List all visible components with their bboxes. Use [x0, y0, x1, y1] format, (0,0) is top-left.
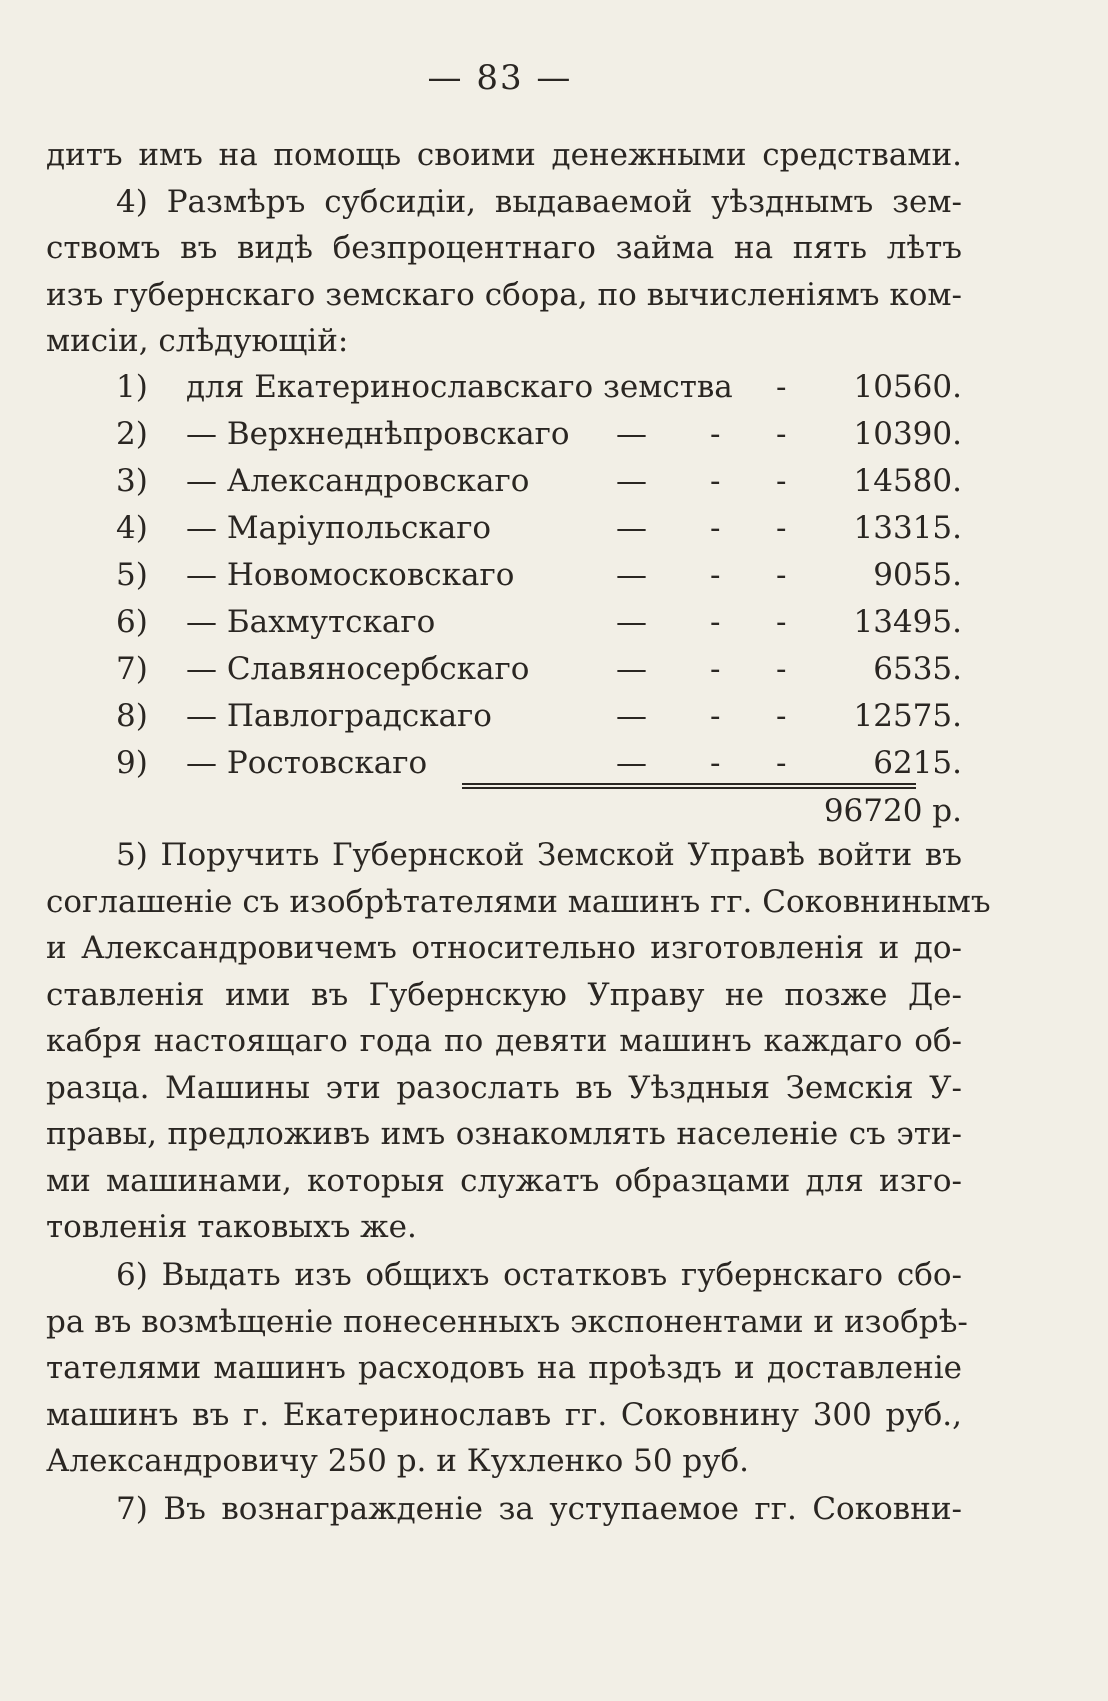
subsidy-table — [46, 364, 962, 787]
text-line: изъ губернскаго земскаго сбора, по вычисленіямъ ком- — [46, 276, 962, 313]
table-row: 5) — Новомосковскаго — - - 9055. — [116, 557, 962, 593]
text-line: ми машинами, которыя служатъ образцами для изго- — [46, 1162, 962, 1199]
table-row: 6) — Бахмутскаго — - - 13495. — [116, 604, 962, 640]
table-row: 3) — Александровскаго — - - 14580. — [116, 463, 962, 499]
text-line: мисіи, слѣдующій: — [46, 323, 349, 359]
total-amount: 96720 р. — [823, 793, 962, 829]
table-row: 9) — Ростовскаго — - - 6215. — [116, 745, 962, 781]
text-line: соглашеніе съ изобрѣтателями машинъ гг. Соковнинымъ — [46, 883, 991, 920]
text-line: товленія таковыхъ же. — [46, 1209, 417, 1245]
text-line: 7) Въ вознагражденіе за уступаемое гг. Соковни- — [116, 1491, 962, 1527]
paragraph-7 — [46, 1486, 962, 1533]
table-row: 1) для Екатеринославскаго земства - 10560. — [116, 369, 962, 405]
text-line: правы, предложивъ имъ ознакомлять населеніе съ эти- — [46, 1116, 962, 1152]
text-line: 6) Выдать изъ общихъ остатковъ губернскаго сбо- — [116, 1257, 962, 1293]
page-number: — 83 — — [427, 58, 573, 98]
table-row: 8) — Павлоградскаго — - - 12575. — [116, 698, 962, 734]
text-line: ствомъ въ видѣ безпроцентнаго займа на пять лѣтъ — [46, 230, 962, 266]
text-line: дитъ имъ на помощь своими денежными средствами. — [46, 137, 962, 173]
text-line: Александровичу 250 р. и Кухленко 50 руб. — [46, 1443, 749, 1479]
text-line: разца. Машины эти разослать въ Уѣздныя Земскія У- — [46, 1069, 962, 1106]
paragraph-6 — [46, 1252, 968, 1485]
table-row: 2) — Верхнеднѣпровскаго — - - 10390. — [116, 416, 962, 452]
table-row: 4) — Маріупольскаго — - - 13315. — [116, 510, 962, 546]
paragraph-5 — [46, 832, 991, 1251]
text-line: и Александровичемъ относительно изготовленія и до- — [46, 930, 962, 966]
paragraph-4 — [46, 132, 962, 365]
text-line: ра въ возмѣщеніе понесенныхъ экспонентами и изобрѣ- — [46, 1303, 968, 1340]
text-line: кабря настоящаго года по девяти машинъ каждаго об- — [46, 1023, 962, 1059]
text-line: ставленія ими въ Губернскую Управу не позже Де- — [46, 976, 962, 1013]
table-row: 7) — Славяносербскаго — - - 6535. — [116, 651, 962, 687]
text-line: 5) Поручить Губернской Земской Управѣ войти въ — [116, 837, 962, 873]
text-line: тателями машинъ расходовъ на проѣздъ и доставленіе — [46, 1350, 962, 1386]
text-line: 4) Размѣръ субсидіи, выдаваемой уѣзднымъ зем- — [116, 183, 962, 220]
text-line: машинъ въ г. Екатеринославъ гг. Соковнину 300 руб., — [46, 1396, 962, 1433]
